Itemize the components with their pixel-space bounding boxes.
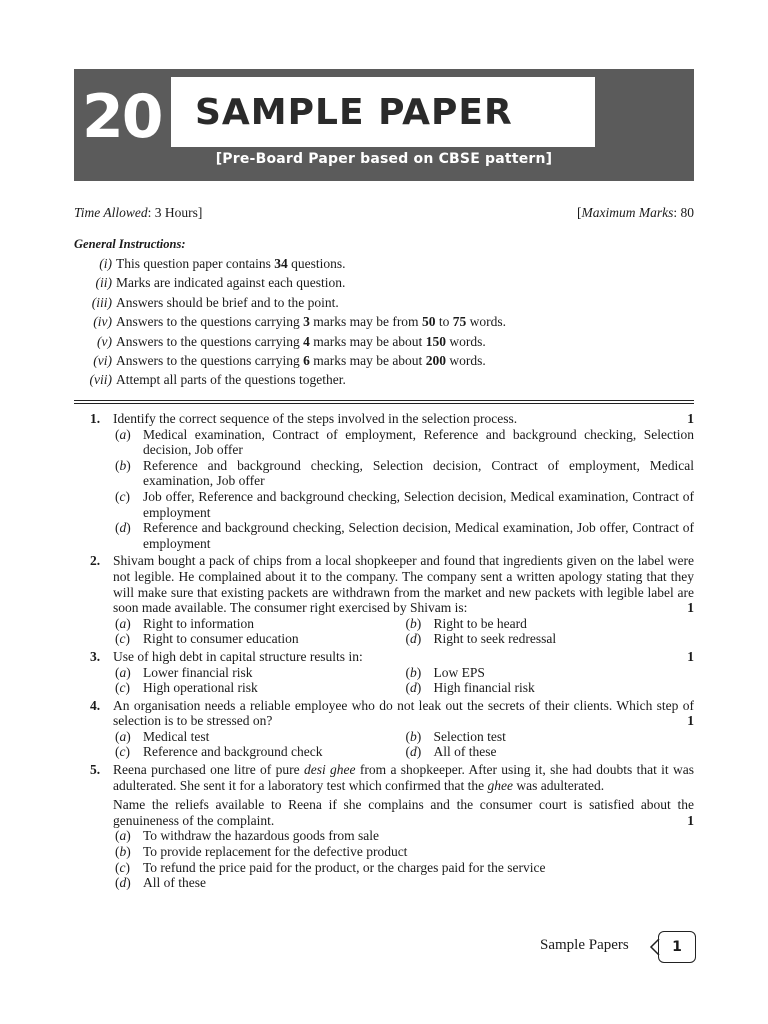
text-part: Reena purchased one litre of pure (113, 762, 304, 778)
text-part: marks may be from (309, 314, 422, 330)
bold-number: 200 (425, 352, 446, 368)
option-letter: c (119, 859, 126, 875)
option (404, 631, 695, 647)
question-text: An organisation needs a reliable employee who do not leak out the secrets of their clients. Which step of selection is to be stressed on? (113, 697, 694, 729)
instruction-item (74, 370, 694, 389)
instruction-text: Answers should be brief and to the point. (116, 294, 339, 310)
option (113, 744, 404, 760)
option-label: (c) (115, 744, 130, 760)
option-text: Selection test (433, 728, 506, 744)
time-allowed (74, 205, 202, 221)
text-part: This question paper contains (116, 256, 275, 271)
option-text: All of these (143, 875, 206, 891)
question-text: Identify the correct sequence of the steps involved in the selection process. (113, 411, 518, 426)
footer-label: Sample Papers (540, 937, 629, 953)
page-title: SAMPLE PAPER (195, 91, 513, 133)
option-label: (c) (115, 680, 130, 696)
option-label: (b) (405, 728, 422, 744)
option-letter: a (119, 664, 127, 680)
option-text: All of these (433, 744, 497, 760)
question-text: Use of high debt in capital structure results in: (113, 648, 363, 664)
option (113, 680, 404, 696)
option-text: Reference and background checking, Selection decision, Medical examination, Job offer, Contract of employment (143, 520, 694, 551)
option-letter: b (119, 457, 127, 473)
option (113, 828, 694, 844)
instruction-text (116, 332, 486, 351)
option (404, 744, 695, 760)
instruction-text (116, 351, 486, 370)
option-label: (a) (115, 426, 131, 442)
option-label: (d) (405, 744, 422, 760)
question-marks: 1 (687, 411, 694, 426)
title-box (171, 77, 595, 147)
page-subtitle: [Pre-Board Paper based on CBSE pattern] (215, 151, 553, 167)
option (113, 616, 404, 632)
text-part: was adulterated. (512, 777, 605, 793)
option-text: To withdraw the hazardous goods from sale (143, 828, 379, 844)
text-part: words. (445, 333, 486, 349)
option-label: (d) (405, 631, 422, 647)
bold-number: 150 (425, 333, 446, 349)
option (113, 860, 694, 876)
option (113, 489, 694, 520)
text-part: Answers to the questions carrying (116, 352, 304, 368)
question-text: Shivam bought a pack of chips from a local shopkeeper and found that ingredients given on the label were not legible. He complained about it to the company. The company sent a written apology stating that they will make sure that existing packets are withdrawn from the market and new packets with legible label are soon made available. The consumer right exercised by Shivam is: (113, 553, 694, 616)
question-5 (90, 762, 694, 891)
option-row (113, 744, 694, 760)
option (113, 729, 404, 745)
option-text: Reference and background checking, Selection decision, Contract of employment, Medical examination, Job offer (143, 457, 694, 489)
option-text: To provide replacement for the defective product (143, 844, 408, 860)
page-number: 1 (658, 931, 696, 963)
option-text: Right to information (143, 615, 254, 631)
question-stem (113, 411, 694, 427)
question-3 (90, 649, 694, 696)
option-row (113, 665, 694, 681)
instruction-number: (vi) (93, 352, 112, 368)
instruction-number: (vii) (89, 372, 112, 388)
option-letter: d (119, 520, 127, 536)
question-text-2: Name the reliefs available to Reena if she complains and the consumer court is satisfied about the genuineness of the complaint. (113, 797, 694, 828)
option-letter: b (410, 664, 417, 680)
option-text: Right to be heard (433, 615, 527, 631)
text-part: words. (445, 352, 486, 368)
question-number: 1. (90, 411, 101, 426)
time-label: Time Allowed (74, 205, 148, 220)
question-number: 3. (90, 648, 101, 664)
maximum-marks (577, 205, 694, 221)
option-text: To refund the price paid for the product, or the charges paid for the service (143, 859, 546, 875)
question-4 (90, 698, 694, 760)
question-marks: 1 (687, 812, 694, 828)
marks-label: Maximum Marks (581, 205, 674, 220)
instruction-item (74, 273, 694, 292)
option-letter: c (119, 680, 126, 696)
option-label: (a) (115, 664, 131, 680)
instructions-heading: General Instructions: (74, 237, 186, 251)
question-text (113, 762, 694, 793)
option-letter: a (119, 426, 127, 442)
text-part: Answers to the questions carrying (116, 333, 304, 349)
option-label: (b) (405, 615, 422, 631)
bold-number: 4 (303, 333, 310, 349)
option (404, 616, 695, 632)
question-marks: 1 (687, 600, 694, 616)
option-label: (b) (115, 457, 131, 473)
instruction-text (116, 312, 506, 331)
divider (74, 403, 694, 404)
option-letter: d (119, 875, 127, 891)
option-text: Reference and background check (143, 744, 323, 760)
instruction-text: Attempt all parts of the questions together. (116, 372, 346, 388)
option (113, 520, 694, 551)
divider (74, 400, 694, 401)
questions-list (90, 411, 694, 893)
exam-meta (74, 205, 694, 223)
italic-term: desi ghee (303, 762, 356, 778)
option-letter: d (410, 631, 417, 647)
option-label: (d) (405, 680, 422, 696)
instruction-text (116, 254, 345, 273)
option-text: Low EPS (433, 664, 485, 680)
option-letter: d (410, 680, 417, 696)
question-number: 5. (90, 762, 101, 778)
option-letter: a (119, 615, 127, 631)
option-letter: b (410, 728, 417, 744)
instruction-number: (ii) (95, 275, 112, 291)
option-letter: c (119, 744, 126, 760)
option (404, 665, 695, 681)
text-part: questions. (287, 256, 346, 271)
question-marks: 1 (687, 648, 694, 664)
option-letter: d (410, 744, 417, 760)
option-text: Medical test (143, 728, 210, 744)
marks-value: : 80 (673, 205, 694, 220)
option (113, 665, 404, 681)
question-stem (113, 649, 694, 665)
option-letter: b (410, 615, 417, 631)
instruction-text: Marks are indicated against each question. (116, 275, 346, 291)
text-part: marks may be about (309, 352, 426, 368)
bold-number: 6 (303, 352, 310, 368)
question-number: 4. (90, 697, 101, 713)
option (113, 844, 694, 860)
bold-number: 3 (303, 314, 310, 330)
bold-number: 34 (274, 256, 288, 271)
option-label: (b) (405, 664, 422, 680)
option-text: High operational risk (143, 680, 258, 696)
italic-term: ghee (487, 777, 513, 793)
text-part: to (435, 314, 453, 330)
instruction-item (74, 351, 694, 370)
question-2 (90, 553, 694, 647)
general-instructions (74, 237, 694, 390)
question-marks: 1 (687, 713, 694, 729)
page-footer (540, 930, 700, 966)
option-text: Right to seek redressal (433, 631, 557, 647)
option (404, 729, 695, 745)
header-banner (74, 69, 694, 181)
option-row (113, 631, 694, 647)
option-text: Right to consumer education (143, 631, 299, 647)
option-label: (c) (115, 631, 130, 647)
option-label: (a) (115, 828, 131, 844)
time-value: : 3 Hours] (147, 205, 203, 220)
paper-number: 20 (82, 82, 162, 152)
option-text: Job offer, Reference and background checking, Selection decision, Medical examination, Contract of employment (143, 488, 694, 520)
option (113, 427, 694, 458)
option-label: (c) (115, 859, 130, 875)
option-letter: b (119, 844, 127, 860)
option-letter: c (119, 488, 126, 504)
question-1 (90, 411, 694, 551)
instruction-item (74, 332, 694, 351)
marks-bracket: [ (577, 205, 582, 220)
option-text: Medical examination, Contract of employment, Reference and background checking, Selection decision, Job offer (143, 426, 694, 458)
option-letter: a (119, 828, 127, 844)
instruction-number: (iii) (91, 294, 112, 310)
text-part: Answers to the questions carrying (116, 314, 304, 330)
text-part: words. (466, 314, 506, 330)
instruction-number: (iv) (93, 314, 112, 330)
option (113, 631, 404, 647)
option-letter: a (119, 728, 127, 744)
option-label: (a) (115, 615, 131, 631)
option-row (113, 616, 694, 632)
text-part: from a shopkeeper. After using it, she had doubts that it was adulterated. She sent it for a laboratory test which confirmed that the (113, 762, 695, 793)
instruction-item (74, 254, 694, 273)
option-text: High financial risk (433, 680, 535, 696)
bold-number: 50 (421, 314, 436, 330)
instruction-number: (v) (97, 333, 112, 349)
option-row (113, 680, 694, 696)
option-label: (d) (115, 875, 131, 891)
option (113, 875, 694, 891)
option-row (113, 729, 694, 745)
option-letter: c (119, 631, 126, 647)
option (404, 680, 695, 696)
bold-number: 75 (452, 314, 467, 330)
option-label: (b) (115, 844, 131, 860)
instruction-item (74, 312, 694, 331)
text-part: marks may be about (309, 333, 426, 349)
question-number: 2. (90, 553, 101, 569)
option-label: (c) (115, 488, 130, 504)
option (113, 458, 694, 489)
option-label: (d) (115, 520, 131, 536)
instruction-item (74, 293, 694, 312)
instruction-number: (i) (99, 256, 112, 271)
option-text: Lower financial risk (143, 664, 253, 680)
option-label: (a) (115, 728, 131, 744)
